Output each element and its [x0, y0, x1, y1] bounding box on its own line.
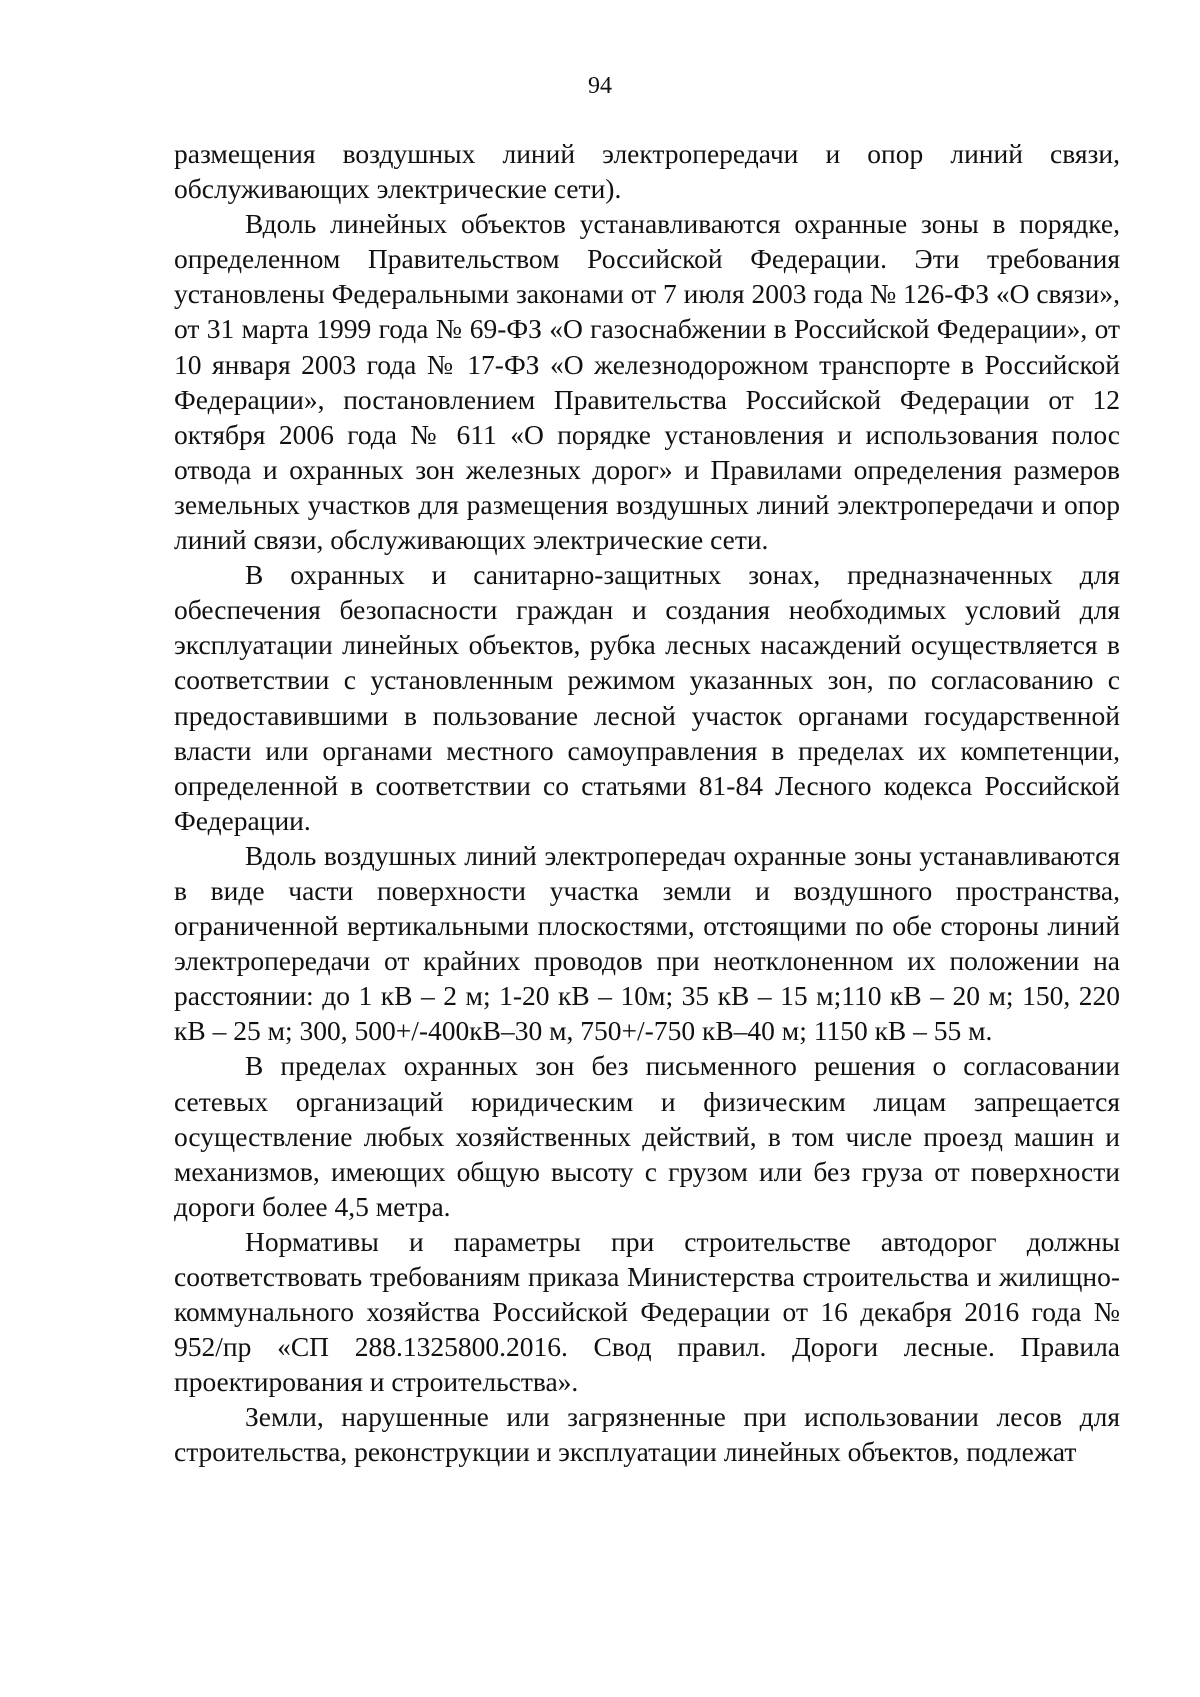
paragraph-disturbed-lands: Земли, нарушенные или загрязненные при использовании лесов для строительства, реконструкции и эксплуатации линейных объектов, подлежат [174, 1401, 1120, 1468]
document-body [174, 136, 1120, 1470]
paragraph-restrictions: В пределах охранных зон без письменного решения о согласовании сетевых организаций юридическим и физическим лицам запрещается осуществление любых хозяйственных действий, в том числе проезд машин и механизмов, имеющих общую высоту с грузом или без груза от поверхности дороги более 4,5 метра. [174, 1050, 1120, 1222]
paragraph-sanitary-zones: В охранных и санитарно-защитных зонах, предназначенных для обеспечения безопасности граждан и создания необходимых условий для эксплуатации линейных объектов, рубка лесных насаждений осуществляется в соответствии с установленным режимом указанных зон, по согласованию с предоставившими в пользование лесной участок органами государственной власти или органами местного самоуправления в пределах их компетенции, определенной в соответствии со статьями 81-84 Лесного кодекса Российской Федерации. [174, 559, 1120, 836]
paragraph-security-zones: Вдоль линейных объектов устанавливаются охранные зоны в порядке, определенном Правительством Российской Федерации. Эти требования установлены Федеральными законами от 7 июля 2003 года № 126-ФЗ «О связи», от 31 марта 1999 года № 69-ФЗ «О газоснабжении в Российской Федерации», от 10 января 2003 года № 17-ФЗ «О железнодорожном транспорте в Российской Федерации», постановлением Правительства Российской Федерации от 12 октября 2006 года № 611 «О порядке установления и использования полос отвода и охранных зон железных дорог» и Правилами определения размеров земельных участков для размещения воздушных линий электропередачи и опор линий связи, обслуживающих электрические сети. [174, 208, 1121, 556]
paragraph-power-line-zones: Вдоль воздушных линий электропередач охранные зоны устанавливаются в виде части поверхности участка земли и воздушного пространства, ограниченной вертикальными плоскостями, отстоящими по обе стороны линий электропередачи от крайних проводов при неотклоненном их положении на расстоянии: до 1 кВ – 2 м; 1-20 кВ – 10м; 35 кВ – 15 м;110 кВ – 20 м; 150, 220 кВ – 25 м; 300, 500+/-400кВ–30 м, 750+/-750 кВ–40 м; 1150 кВ – 55 м. [174, 839, 1120, 1047]
page-number: 94 [588, 73, 612, 99]
paragraph-continuation: размещения воздушных линий электропередачи и опор линий связи, обслуживающих электрические сети). [174, 138, 1120, 205]
paragraph-road-standards: Нормативы и параметры при строительстве автодорог должны соответствовать требованиям приказа Министерства строительства и жилищно-коммунального хозяйства Российской Федерации от 16 декабря 2016 года № 952/пр «СП 288.1325800.2016. Свод правил. Дороги лесные. Правила проектирования и строительства». [174, 1225, 1120, 1398]
